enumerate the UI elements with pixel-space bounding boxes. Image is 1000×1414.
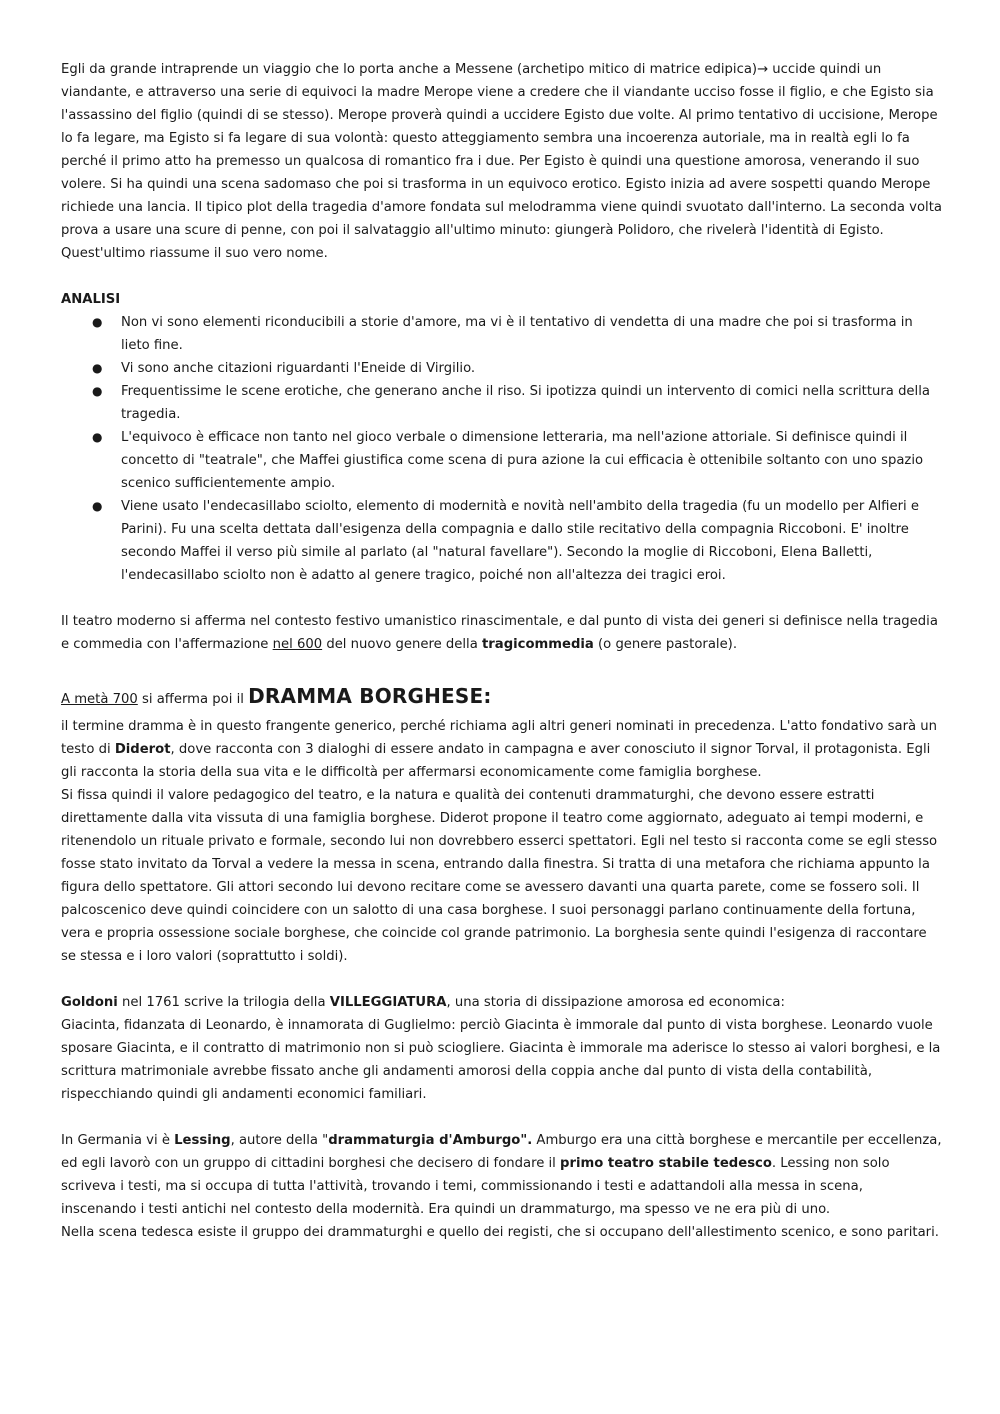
bullet-icon: ●	[92, 430, 103, 444]
intro-paragraph: Egli da grande intraprende un viaggio che lo porta anche a Messene (archetipo mitico di matrice edipica)→ uccide quindi un viandante, e attraverso una serie di equivoci la madre Merope viene a credere che il viandante ucciso fosse il figlio, e che Egisto sia l'assassino del figlio (quindi di se stesso). Merope proverà quindi a uccidere Egisto due volte. Al primo tentativo di uccisione, Merope lo fa legare, ma Egisto si fa legare di sua volontà: questo atteggiamento sembra una incoerenza autoriale, ma in realtà egli lo fa perché il primo atto ha premesso un qualcosa di romantico fra i due. Per Egisto è quindi una questione amorosa, venerando il suo volere. Si ha quindi una scena sadomaso che poi si trasforma in un equivoco erotico. Egisto inizia ad avere sospetti quando Merope richiede una lancia. Il tipico plot della tragedia d'amore fondata sul melodramma viene quindi svuotato dall'interno. La seconda volta prova a usare una scure di penne, con poi il salvataggio all'ultimo minuto: giungerà Polidoro, che rivelerà l'identità di Egisto. Quest'ultimo riassume il suo vero nome.	[61, 62, 942, 261]
bullet-icon: ●	[92, 315, 103, 329]
analisi-list	[61, 311, 942, 587]
goldoni-paragraph-1	[61, 991, 942, 1014]
bold-term: tragicommedia	[482, 637, 594, 652]
list-item-text: Non vi sono elementi riconducibili a storie d'amore, ma vi è il tentativo di vendetta di una madre che poi si trasforma in lieto fine.	[121, 315, 913, 353]
list-item	[61, 495, 942, 587]
text: , dove racconta con 3 dialoghi di essere andato in campagna e aver conosciuto il signor Torval, il protagonista. Egli gli racconta la storia della sua vita e le difficoltà per affermarsi economicamente come famiglia borghese.	[61, 742, 931, 780]
text: In Germania vi è	[61, 1133, 175, 1148]
spacer	[61, 968, 942, 991]
text: Amburgo era una città borghese e mercantile per eccellenza, ed egli lavorò con un gruppo di cittadini borghesi che decisero di fondare il	[61, 1133, 942, 1171]
title-colon: :	[483, 684, 492, 708]
work-title: VILLEGGIATURA	[329, 995, 447, 1010]
list-item	[61, 357, 942, 380]
dramma-borghese-paragraph-1	[61, 715, 942, 784]
analisi-heading: ANALISI	[61, 292, 121, 307]
author-name: Goldoni	[61, 995, 118, 1010]
teatro-moderno-paragraph	[61, 610, 942, 656]
underlined-date: A metà 700	[61, 692, 138, 707]
text: il termine dramma è in questo frangente generico, perché richiama agli altri generi nominati in precedenza. L'atto fondativo sarà un testo di	[61, 719, 937, 757]
underlined-date: nel 600	[272, 637, 323, 652]
bullet-icon: ●	[92, 384, 103, 398]
text: (o genere pastorale).	[593, 637, 738, 652]
text: si afferma poi il	[137, 692, 249, 707]
bullet-icon: ●	[92, 361, 103, 375]
author-name: Diderot	[114, 742, 171, 757]
dramma-borghese-paragraph-2: Si fissa quindi il valore pedagogico del teatro, e la natura e qualità dei contenuti drammaturghi, che devono essere estratti direttamente dalla vita vissuta di una famiglia borghese. Diderot propone il teatro come aggiornato, adeguato ai tempi moderni, e ritenendolo un rituale privato e formale, secondo lui non dovrebbero esserci spettatori. Egli nel testo si racconta come se egli stesso fosse stato invitato da Torval a vedere la messa in scena, entrando dalla finestra. Si tratta di una metafora che richiama appunto la figura dello spettatore. Gli attori secondo lui devono recitare come se avessero davanti una quarta parete, come se fossero soli. Il palcoscenico deve quindi coincidere con un salotto di una casa borghese. I suoi personaggi parlano continuamente della fortuna, vera e propria ossessione sociale borghese, che coincide col grande patrimonio. La borghesia sente quindi l'esigenza di raccontare se stessa e i loro valori (soprattutto i soldi).	[61, 788, 938, 964]
list-item-text: Frequentissime le scene erotiche, che generano anche il riso. Si ipotizza quindi un intervento di comici nella scrittura della tragedia.	[121, 384, 930, 422]
text: , autore della "	[230, 1133, 329, 1148]
work-title: drammaturgia d'Amburgo".	[328, 1133, 533, 1148]
dramma-borghese-heading	[61, 681, 942, 715]
bold-term: primo teatro stabile tedesco	[560, 1156, 772, 1171]
list-item-text: Vi sono anche citazioni riguardanti l'Eneide di Virgilio.	[121, 361, 476, 376]
list-item	[61, 426, 942, 495]
list-item	[61, 311, 942, 357]
text: , una storia di dissipazione amorosa ed economica:	[446, 995, 785, 1010]
author-name: Lessing	[174, 1133, 231, 1148]
bullet-icon: ●	[92, 499, 103, 513]
spacer	[61, 587, 942, 610]
text: . Lessing non solo scriveva i testi, ma si occupa di tutta l'attività, trovando i temi, commissionando i testi e adattandoli alla messa in scena, inscenando i testi antichi nel contesto della modernità. Era quindi un drammaturgo, ma spesso ve ne era più di uno.	[61, 1156, 890, 1217]
list-item-text: L'equivoco è efficace non tanto nel gioco verbale o dimensione letteraria, ma nell'azione attoriale. Si definisce quindi il concetto di "teatrale", che Maffei giustifica come scena di pura azione la cui efficacia è ottenibile soltanto con uno spazio scenico sufficientemente ampio.	[121, 430, 924, 491]
spacer	[61, 656, 942, 679]
text: Il teatro moderno si afferma nel contesto festivo umanistico rinascimentale, e dal punto di vista dei generi si definisce nella tragedia e commedia con l'affermazione	[61, 614, 938, 652]
spacer	[61, 1106, 942, 1129]
text: nel 1761 scrive la trilogia della	[117, 995, 330, 1010]
goldoni-paragraph-2: Giacinta, fidanzata di Leonardo, è innamorata di Guglielmo: perciò Giacinta è immorale dal punto di vista borghese. Leonardo vuole sposare Giacinta, e il contratto di matrimonio non si può sciogliere. Giacinta è immorale ma aderisce lo stesso ai valori borghesi, e la scrittura matrimoniale avrebbe fissato anche gli andamenti amorosi della coppia anche dal punto di vista della contabilità, rispecchiando quindi gli andamenti economici familiari.	[61, 1018, 941, 1102]
spacer	[61, 265, 942, 288]
list-item	[61, 380, 942, 426]
section-title: DRAMMA BORGHESE	[248, 684, 484, 708]
lessing-paragraph-1	[61, 1129, 942, 1221]
list-item-text: Viene usato l'endecasillabo sciolto, elemento di modernità e novità nell'ambito della tragedia (fu un modello per Alfieri e Parini). Fu una scelta dettata dall'esigenza della compagnia e dallo stile recitativo della compagnia Riccoboni. E' inoltre secondo Maffei il verso più simile al parlato (al "natural favellare"). Secondo la moglie di Riccoboni, Elena Balletti, l'endecasillabo sciolto non è adatto al genere tragico, poiché non all'altezza dei tragici eroi.	[121, 499, 919, 583]
text: del nuovo genere della	[322, 637, 482, 652]
lessing-paragraph-2: Nella scena tedesca esiste il gruppo dei drammaturghi e quello dei registi, che si occupano dell'allestimento scenico, e sono paritari.	[61, 1225, 939, 1240]
